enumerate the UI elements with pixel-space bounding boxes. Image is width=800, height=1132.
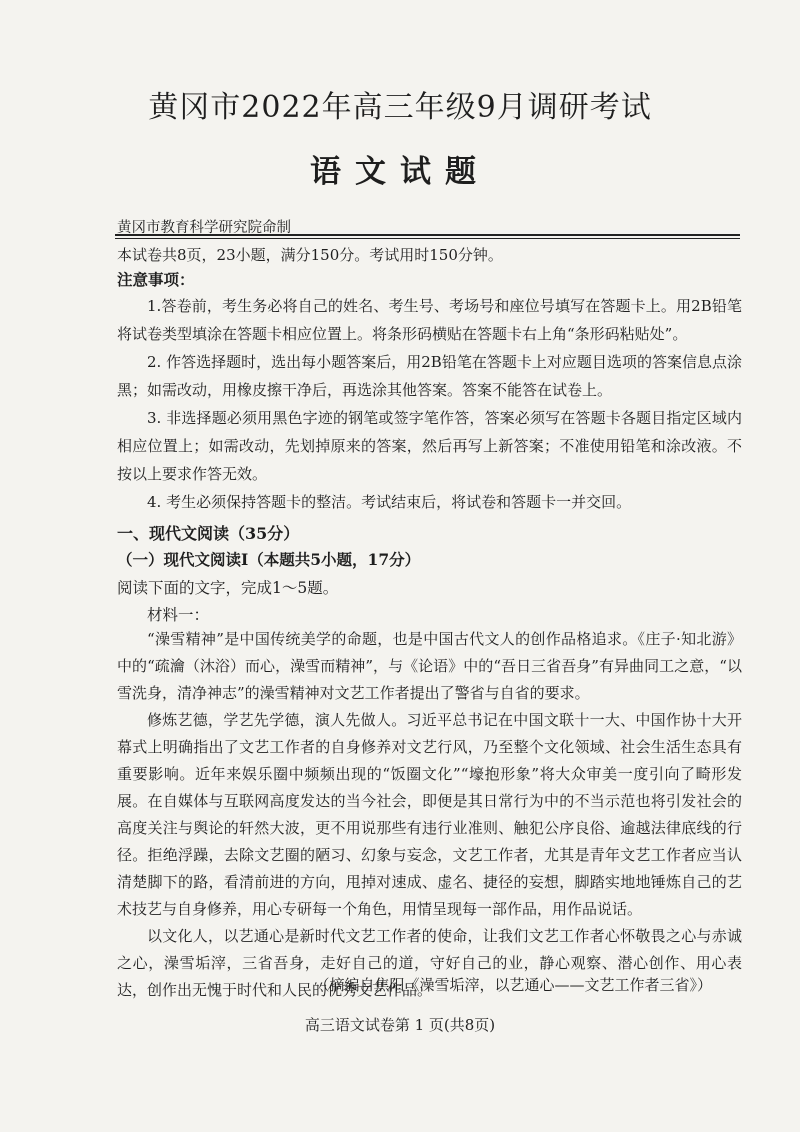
- source-citation: （摘编自焦阳《澡雪垢滓，以艺通心——文艺工作者三省》）: [314, 976, 712, 994]
- notices-heading: 注意事项：: [117, 270, 195, 289]
- exam-info: 本试卷共8页，23小题，满分150分。考试用时150分钟。: [117, 246, 503, 264]
- reading-instruction: 阅读下面的文字，完成1～5题。: [117, 579, 339, 597]
- subsection-heading: （一）现代文阅读Ⅰ（本题共5小题，17分）: [117, 550, 421, 569]
- header-rule-thick: [115, 234, 740, 236]
- notices-list: [117, 292, 742, 516]
- material-paragraph: “澡雪精神”是中国传统美学的命题，也是中国古代文人的创作品格追求。《庄子·知北游》中的“疏瀹（沐浴）而心，澡雪而精神”，与《论语》中的“吾日三省吾身”有异曲同工之意，“以雪洗身，清净神志”的澡雪精神对文艺工作者提出了警省与自省的要求。: [117, 630, 742, 702]
- material-text: [117, 626, 742, 1004]
- notice-item: 1.答卷前，考生务必将自己的姓名、考生号、考场号和座位号填写在答题卡上。用2B铅笔将试卷类型填涂在答题卡相应位置上。将条形码横贴在答题卡右上角“条形码粘贴处”。: [117, 297, 742, 343]
- exam-title: 黄冈市2022年高三年级9月调研考试: [148, 90, 652, 125]
- section-heading: 一、现代文阅读（35分）: [117, 524, 300, 543]
- issuer-line: 黄冈市教育科学研究院命制: [117, 220, 291, 236]
- exam-subject-title: 语文试题: [310, 154, 490, 190]
- material-paragraph: 修炼艺德，学艺先学德，演人先做人。习近平总书记在中国文联十一大、中国作协十大开幕式上明确指出了文艺工作者的自身修养对文艺行风，乃至整个文化领域、社会生活生态具有重要影响。近年来娱乐圈中频频出现的“饭圈文化”“壕抱形象”将大众审美一度引向了畸形发展。在自媒体与互联网高度发达的当今社会，即便是其日常行为中的不当示范也将引发社会的高度关注与舆论的轩然大波，更不用说那些有违行业准则、触犯公序良俗、逾越法律底线的行径。拒绝浮躁，去除文艺圈的陋习、幻象与妄念，文艺工作者，尤其是青年文艺工作者应当认清楚脚下的路，看清前进的方向，甩掉对速成、虚名、捷径的妄想，脚踏实地地锤炼自己的艺术技艺与自身修养，用心专研每一个角色，用情呈现每一部作品，用作品说话。: [117, 711, 742, 918]
- notice-item: 2. 作答选择题时，选出每小题答案后，用2B铅笔在答题卡上对应题目选项的答案信息点涂黑；如需改动，用橡皮擦干净后，再选涂其他答案。答案不能答在试卷上。: [117, 353, 742, 399]
- material-paragraph: 以文化人，以艺通心是新时代文艺工作者的使命，让我们文艺工作者心怀敬畏之心与赤诚之心，澡雪垢滓，三省吾身，走好自己的道，守好自己的业，静心观察、潜心创作、用心表达，创作出无愧于时代和人民的优秀文艺作品。: [117, 927, 742, 999]
- material-label: 材料一：: [147, 606, 210, 624]
- notice-item: 4. 考生必须保持答题卡的整洁。考试结束后，将试卷和答题卡一并交回。: [147, 493, 632, 511]
- notice-item: 3. 非选择题必须用黑色字迹的钢笔或签字笔作答，答案必须写在答题卡各题目指定区域内相应位置上；如需改动，先划掉原来的答案，然后再写上新答案；不准使用铅笔和涂改液。不按以上要求作答无效。: [117, 409, 742, 483]
- header-rule-thin: [115, 238, 740, 239]
- page-footer: 高三语文试卷第 1 页(共8页): [304, 1016, 496, 1034]
